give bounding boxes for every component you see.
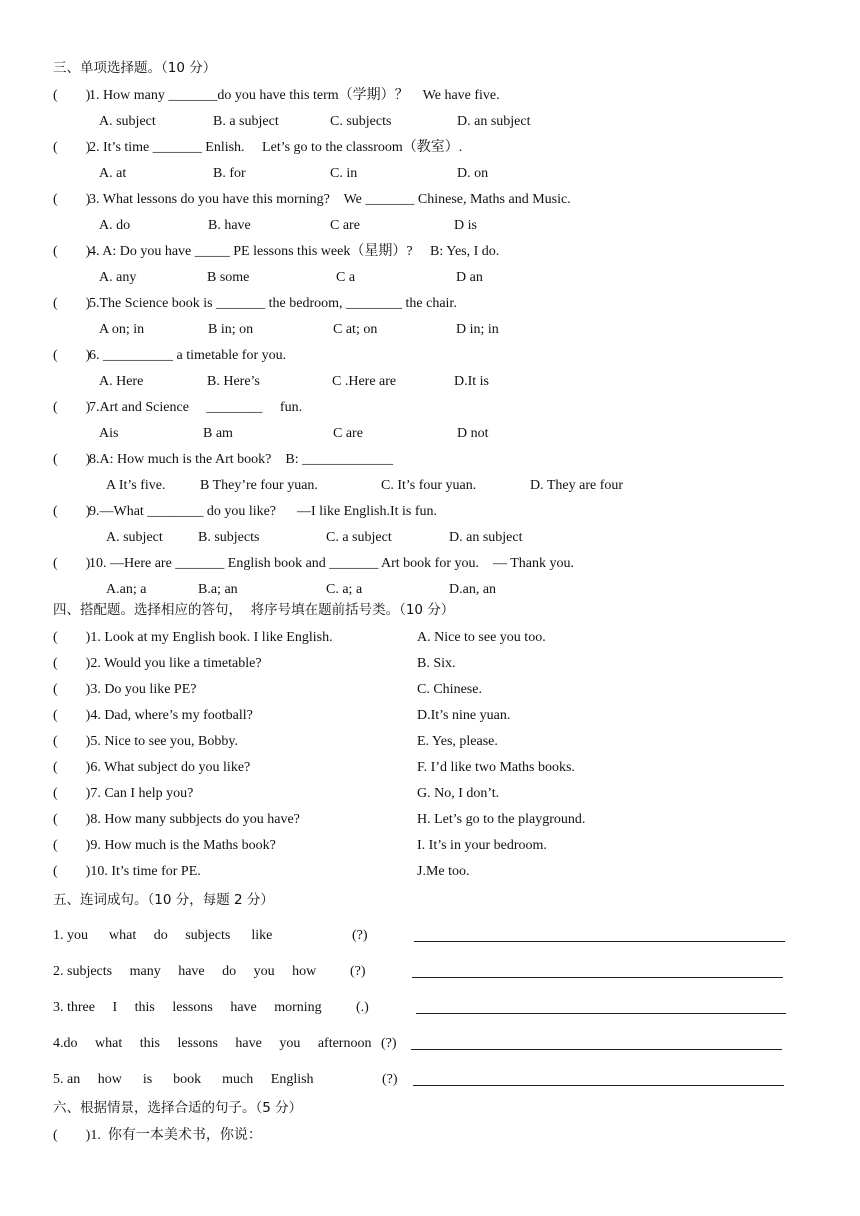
question-text: 4. A: Do you have _____ PE lessons this week（星期）? B: Yes, I do.: [89, 244, 500, 259]
matching-answer: F. I’d like two Maths books.: [417, 760, 575, 775]
matching-question: ( )8. How many subbjects do you have?: [53, 812, 300, 827]
matching-question: ( )10. It’s time for PE.: [53, 864, 201, 879]
option: B They’re four yuan.: [200, 478, 318, 493]
matching-question: ( )9. How much is the Maths book?: [53, 838, 276, 853]
option: A.an; a: [106, 582, 147, 597]
option: D.It is: [454, 374, 489, 389]
option: A. subject: [99, 114, 156, 129]
option: A. do: [99, 218, 131, 233]
options-row: [0, 164, 860, 184]
question-text: 5.The Science book is _______ the bedroom, ________ the chair.: [89, 296, 457, 311]
matching-answer: H. Let’s go to the playground.: [417, 812, 586, 827]
matching-question: ( )7. Can I help you?: [53, 786, 194, 801]
options-row: [0, 528, 860, 548]
option: B. have: [208, 218, 251, 233]
answer-parentheses[interactable]: ( ): [53, 88, 91, 103]
scrambled-words: 2. subjects many have do you how: [53, 964, 317, 979]
option: A. any: [99, 270, 137, 285]
answer-line[interactable]: [413, 1085, 784, 1086]
section5-title: 五、连词成句。（10 分，每题 2 分）: [53, 892, 274, 908]
matching-answer: D.It’s nine yuan.: [417, 708, 511, 723]
option: B. for: [213, 166, 246, 181]
option: B. Here’s: [207, 374, 260, 389]
question-text: 6. __________ a timetable for you.: [89, 348, 287, 363]
options-row: [0, 320, 860, 340]
option: D is: [454, 218, 477, 233]
option: B in; on: [208, 322, 254, 337]
option: C are: [330, 218, 360, 233]
answer-line[interactable]: [411, 1049, 782, 1050]
answer-line[interactable]: [416, 1013, 786, 1014]
option: D.an, an: [449, 582, 497, 597]
option: A. Here: [99, 374, 144, 389]
option: C are: [333, 426, 363, 441]
option: B am: [203, 426, 233, 441]
section6-title: 六、根据情景，选择合适的句子。（5 分）: [53, 1100, 303, 1116]
sentence-row: [0, 962, 860, 982]
option: A on; in: [99, 322, 145, 337]
option: D. an subject: [449, 530, 523, 545]
option: D. They are four: [530, 478, 624, 493]
matching-row: [0, 732, 860, 752]
option: C at; on: [333, 322, 378, 337]
options-row: [0, 372, 860, 392]
answer-parentheses[interactable]: ( ): [53, 556, 91, 571]
option: D an: [456, 270, 483, 285]
question-row: [0, 554, 860, 574]
question-row: [0, 294, 860, 314]
sentence-punctuation: (?): [382, 1072, 398, 1087]
options-row: [0, 424, 860, 444]
sentence-row: [0, 1070, 860, 1090]
matching-answer: B. Six.: [417, 656, 456, 671]
options-row: [0, 216, 860, 236]
option: B some: [207, 270, 250, 285]
matching-row: [0, 810, 860, 830]
option: B. subjects: [198, 530, 260, 545]
scrambled-words: 1. you what do subjects like: [53, 928, 273, 943]
option: B.a; an: [198, 582, 238, 597]
section3-title: 三、单项选择题。（10 分）: [53, 60, 217, 76]
matching-question: ( )2. Would you like a timetable?: [53, 656, 262, 671]
options-row: [0, 268, 860, 288]
matching-question: ( )5. Nice to see you, Bobby.: [53, 734, 238, 749]
matching-answer: E. Yes, please.: [417, 734, 498, 749]
sentence-punctuation: (?): [352, 928, 368, 943]
matching-row: [0, 758, 860, 778]
option: D not: [457, 426, 489, 441]
option: C .Here are: [332, 374, 397, 389]
question-text: 2. It’s time _______ Enlish. Let’s go to the classroom（教室）.: [89, 140, 463, 155]
matching-row: [0, 784, 860, 804]
question-text: 10. —Here are _______ English book and _______ Art book for you. — Thank you.: [89, 556, 575, 571]
answer-parentheses[interactable]: ( ): [53, 244, 91, 259]
option: C. a subject: [326, 530, 392, 545]
matching-row: [0, 706, 860, 726]
question-text: 7.Art and Science ________ fun.: [89, 400, 303, 415]
option: A It’s five.: [106, 478, 166, 493]
question-row: [0, 502, 860, 522]
answer-parentheses[interactable]: ( ): [53, 296, 91, 311]
question-text: 8.A: How much is the Art book? B: _____________: [89, 452, 394, 467]
matching-row: [0, 836, 860, 856]
option: C. a; a: [326, 582, 363, 597]
question-row: [0, 346, 860, 366]
scrambled-words: 5. an how is book much English: [53, 1072, 314, 1087]
matching-question: ( )1. Look at my English book. I like English.: [53, 630, 333, 645]
matching-answer: J.Me too.: [417, 864, 470, 879]
matching-question: ( )4. Dad, where’s my football?: [53, 708, 253, 723]
matching-answer: C. Chinese.: [417, 682, 482, 697]
option: Ais: [99, 426, 119, 441]
scrambled-words: 3. three I this lessons have morning: [53, 1000, 322, 1015]
section6-question-1: ( )1. 你有一本美术书，你说：: [53, 1128, 262, 1143]
sentence-punctuation: (?): [381, 1036, 397, 1051]
question-text: 9.—What ________ do you like? —I like English.It is fun.: [89, 504, 438, 519]
sentence-punctuation: (.): [356, 1000, 369, 1015]
option: C a: [336, 270, 356, 285]
options-row: [0, 476, 860, 496]
answer-line[interactable]: [414, 941, 785, 942]
answer-line[interactable]: [412, 977, 783, 978]
option: C. subjects: [330, 114, 392, 129]
answer-parentheses[interactable]: ( ): [53, 348, 91, 363]
question-row: [0, 86, 860, 106]
matching-row: [0, 680, 860, 700]
matching-answer: G. No, I don’t.: [417, 786, 500, 801]
answer-parentheses[interactable]: ( ): [53, 192, 91, 207]
options-row: [0, 112, 860, 132]
option: A. at: [99, 166, 127, 181]
sentence-row: [0, 1034, 860, 1054]
question-row: [0, 242, 860, 262]
option: C. in: [330, 166, 358, 181]
section4-title: 四、搭配题。选择相应的答句， 将序号填在题前括号类。（10 分）: [53, 602, 455, 618]
question-row: [0, 398, 860, 418]
option: D in; in: [456, 322, 499, 337]
matching-answer: I. It’s in your bedroom.: [417, 838, 547, 853]
answer-parentheses[interactable]: ( ): [53, 400, 91, 415]
question-row: [0, 138, 860, 158]
answer-parentheses[interactable]: ( ): [53, 504, 91, 519]
option: B. a subject: [213, 114, 279, 129]
option: C. It’s four yuan.: [381, 478, 477, 493]
answer-parentheses[interactable]: ( ): [53, 140, 91, 155]
scrambled-words: 4.do what this lessons have you afternoon: [53, 1036, 372, 1051]
question-text: 3. What lessons do you have this morning? We _______ Chinese, Maths and Music.: [89, 192, 571, 207]
question-row: [0, 450, 860, 470]
sentence-row: [0, 998, 860, 1018]
sentence-row: [0, 926, 860, 946]
option: A. subject: [106, 530, 163, 545]
question-row: [0, 190, 860, 210]
sentence-punctuation: (?): [350, 964, 366, 979]
matching-row: [0, 628, 860, 648]
matching-question: ( )6. What subject do you like?: [53, 760, 251, 775]
options-row: [0, 580, 860, 600]
matching-question: ( )3. Do you like PE?: [53, 682, 197, 697]
option: D. an subject: [457, 114, 531, 129]
matching-row: [0, 654, 860, 674]
question-text: 1. How many _______do you have this term（学期）？ We have five.: [89, 88, 500, 103]
matching-answer: A. Nice to see you too.: [417, 630, 546, 645]
answer-parentheses[interactable]: ( ): [53, 452, 91, 467]
option: D. on: [457, 166, 489, 181]
matching-row: [0, 862, 860, 882]
